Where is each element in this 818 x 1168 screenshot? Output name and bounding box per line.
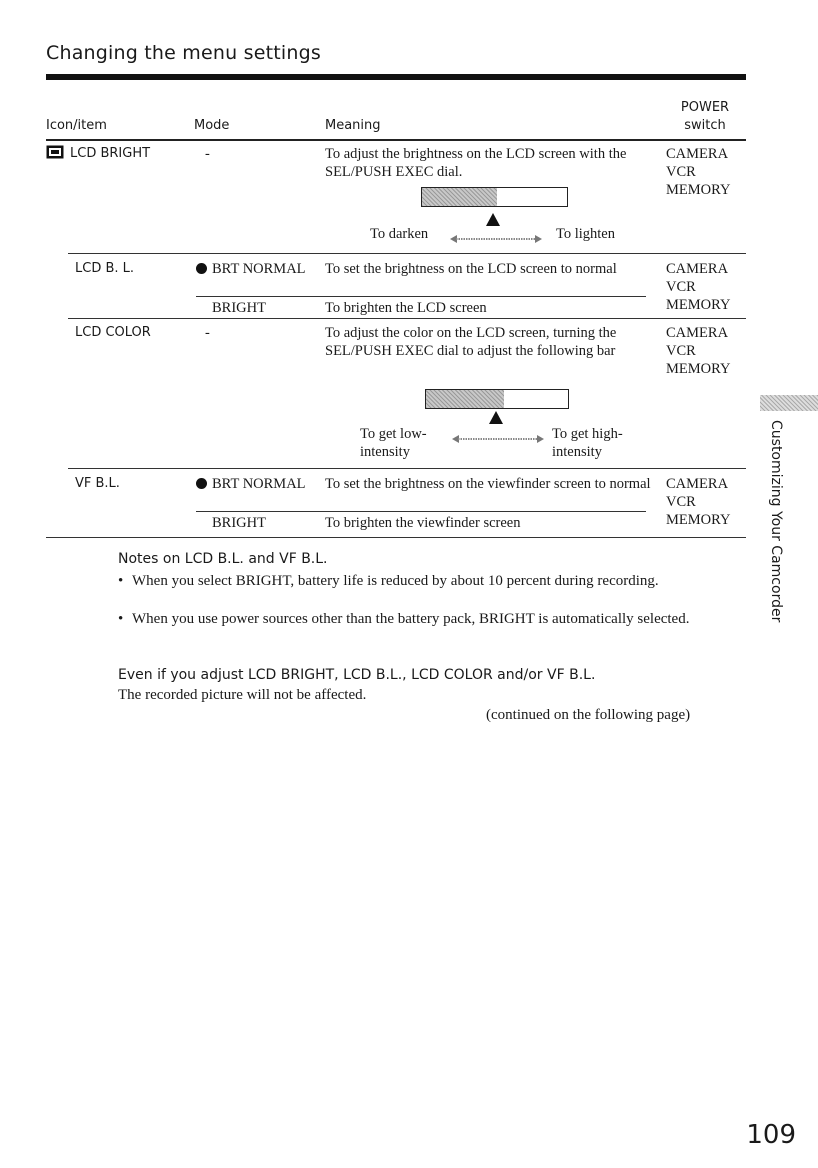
table-bottom-rule [46,537,746,538]
side-tab-marker [760,395,818,411]
label-to-darken: To darken [370,226,429,242]
label-high-intensity-1: To get high- [552,426,623,442]
mode-vf-bl-brt-normal: BRT NORMAL [196,475,306,493]
label-to-lighten: To lighten [556,226,615,242]
default-dot-icon [196,478,207,489]
header-power: POWER [680,100,730,115]
label-low-intensity-1: To get low- [360,426,427,442]
meaning-lcd-color: To adjust the color on the LCD screen, turning the SEL/PUSH EXEC dial to adjust the following bar [325,325,617,359]
switch-lcd-color-memory: MEMORY [666,361,731,377]
item-lcd-color: LCD COLOR [75,325,151,340]
switch-vf-bl-camera: CAMERA [666,476,729,492]
mode-lcd-bright: - [205,146,210,162]
row-divider [196,296,646,297]
brightness-bar-fill [422,188,497,206]
lcd-screen-icon [46,145,64,159]
title-rule [46,74,746,80]
switch-lcd-bright-camera: CAMERA [666,146,729,162]
brightness-bar [421,187,568,207]
color-bar-fill [426,390,504,408]
switch-lcd-bright-memory: MEMORY [666,182,731,198]
label-low-intensity-2: intensity [360,444,410,460]
switch-lcd-bl-memory: MEMORY [666,297,731,313]
row-divider [68,468,746,469]
item-lcd-bl: LCD B. L. [75,261,135,276]
mode-lcd-bl-bright: BRIGHT [212,300,266,316]
row-divider [68,253,746,254]
note-bullet-2: • When you use power sources other than the battery pack, BRIGHT is automatically selected. [118,611,690,627]
switch-lcd-bl-vcr: VCR [666,279,696,295]
double-arrow-icon [452,430,544,448]
meaning-lcd-bl-brt-normal: To set the brightness on the LCD screen to normal [325,261,617,277]
continued-note: (continued on the following page) [486,707,691,723]
header-mode: Mode [194,118,230,133]
item-lcd-bright: LCD BRIGHT [70,146,151,161]
header-icon-item: Icon/item [46,118,107,133]
notes-heading: Notes on LCD B.L. and VF B.L. [118,551,328,567]
row-divider [196,511,646,512]
switch-lcd-color-vcr: VCR [666,343,696,359]
header-rule [46,139,746,141]
mode-lcd-color: - [205,325,210,341]
page-title: Changing the menu settings [46,42,321,64]
switch-vf-bl-memory: MEMORY [666,512,731,528]
label-high-intensity-2: intensity [552,444,602,460]
switch-lcd-bright-vcr: VCR [666,164,696,180]
even-if-heading: Even if you adjust LCD BRIGHT, LCD B.L., LCD COLOR and/or VF B.L. [118,667,596,683]
switch-lcd-bl-camera: CAMERA [666,261,729,277]
color-bar [425,389,569,409]
meaning-lcd-bl-bright: To brighten the LCD screen [325,300,487,316]
switch-vf-bl-vcr: VCR [666,494,696,510]
item-vf-bl: VF B.L. [75,476,120,491]
header-meaning: Meaning [325,118,381,133]
pointer-triangle-icon [489,411,503,424]
header-switch: switch [684,118,726,133]
mode-vf-bl-bright: BRIGHT [212,515,266,531]
row-divider [68,318,746,319]
switch-lcd-color-camera: CAMERA [666,325,729,341]
meaning-vf-bl-bright: To brighten the viewfinder screen [325,515,521,531]
meaning-lcd-bright: To adjust the brightness on the LCD screen with the SEL/PUSH EXEC dial. [325,146,627,180]
mode-lcd-bl-brt-normal: BRT NORMAL [196,260,306,278]
page-number: 109 [746,1120,796,1150]
meaning-vf-bl-brt-normal: To set the brightness on the viewfinder screen to normal [325,476,651,492]
even-if-body: The recorded picture will not be affected. [118,687,367,703]
pointer-triangle-icon [486,213,500,226]
double-arrow-icon [450,230,542,248]
note-bullet-1: • When you select BRIGHT, battery life is reduced by about 10 percent during recording. [118,573,659,589]
side-tab-label: Customizing Your Camcorder [768,420,784,623]
default-dot-icon [196,263,207,274]
